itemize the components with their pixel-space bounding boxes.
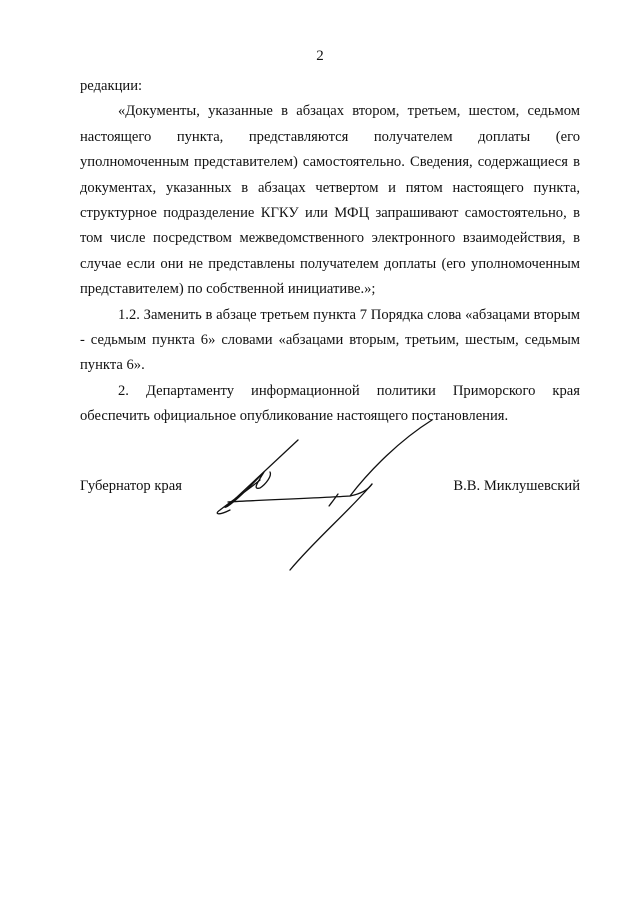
paragraph-item-2: 2. Департаменту информационной политики Приморского края обеспечить официальное опубликование настоящего постановления.	[80, 382, 580, 425]
document-body	[80, 74, 580, 430]
page-number: 2	[316, 48, 324, 64]
handwritten-signature	[200, 410, 450, 580]
paragraph-redaktsii: редакции:	[80, 78, 143, 94]
paragraph-item-1-2: 1.2. Заменить в абзаце третьем пункта 7 Порядка слова «абзацами вторым - седьмым пункта 6» словами «абзацами вторым, третьим, шестым, седьмым пункта 6».	[80, 306, 580, 374]
paragraph-quoted-documents: «Документы, указанные в абзацах втором, третьем, шестом, седьмом настоящего пункта, представляются получателем доплаты (его уполномоченным представителем) самостоятельно. Сведения, содержащиеся в документах, указанных в абзацах четвертом и пятом настоящего пункта, структурное подразделение КГКУ или МФЦ запрашивают самостоятельно, в том числе посредством межведомственного электронного взаимодействия, в случае если они не представлены получателем доплаты (его уполномоченным представителем) по собственной инициативе.»;	[80, 103, 580, 298]
signatory-title: Губернатор края	[80, 478, 182, 494]
signatory-name: В.В. Миклушевский	[453, 478, 580, 494]
